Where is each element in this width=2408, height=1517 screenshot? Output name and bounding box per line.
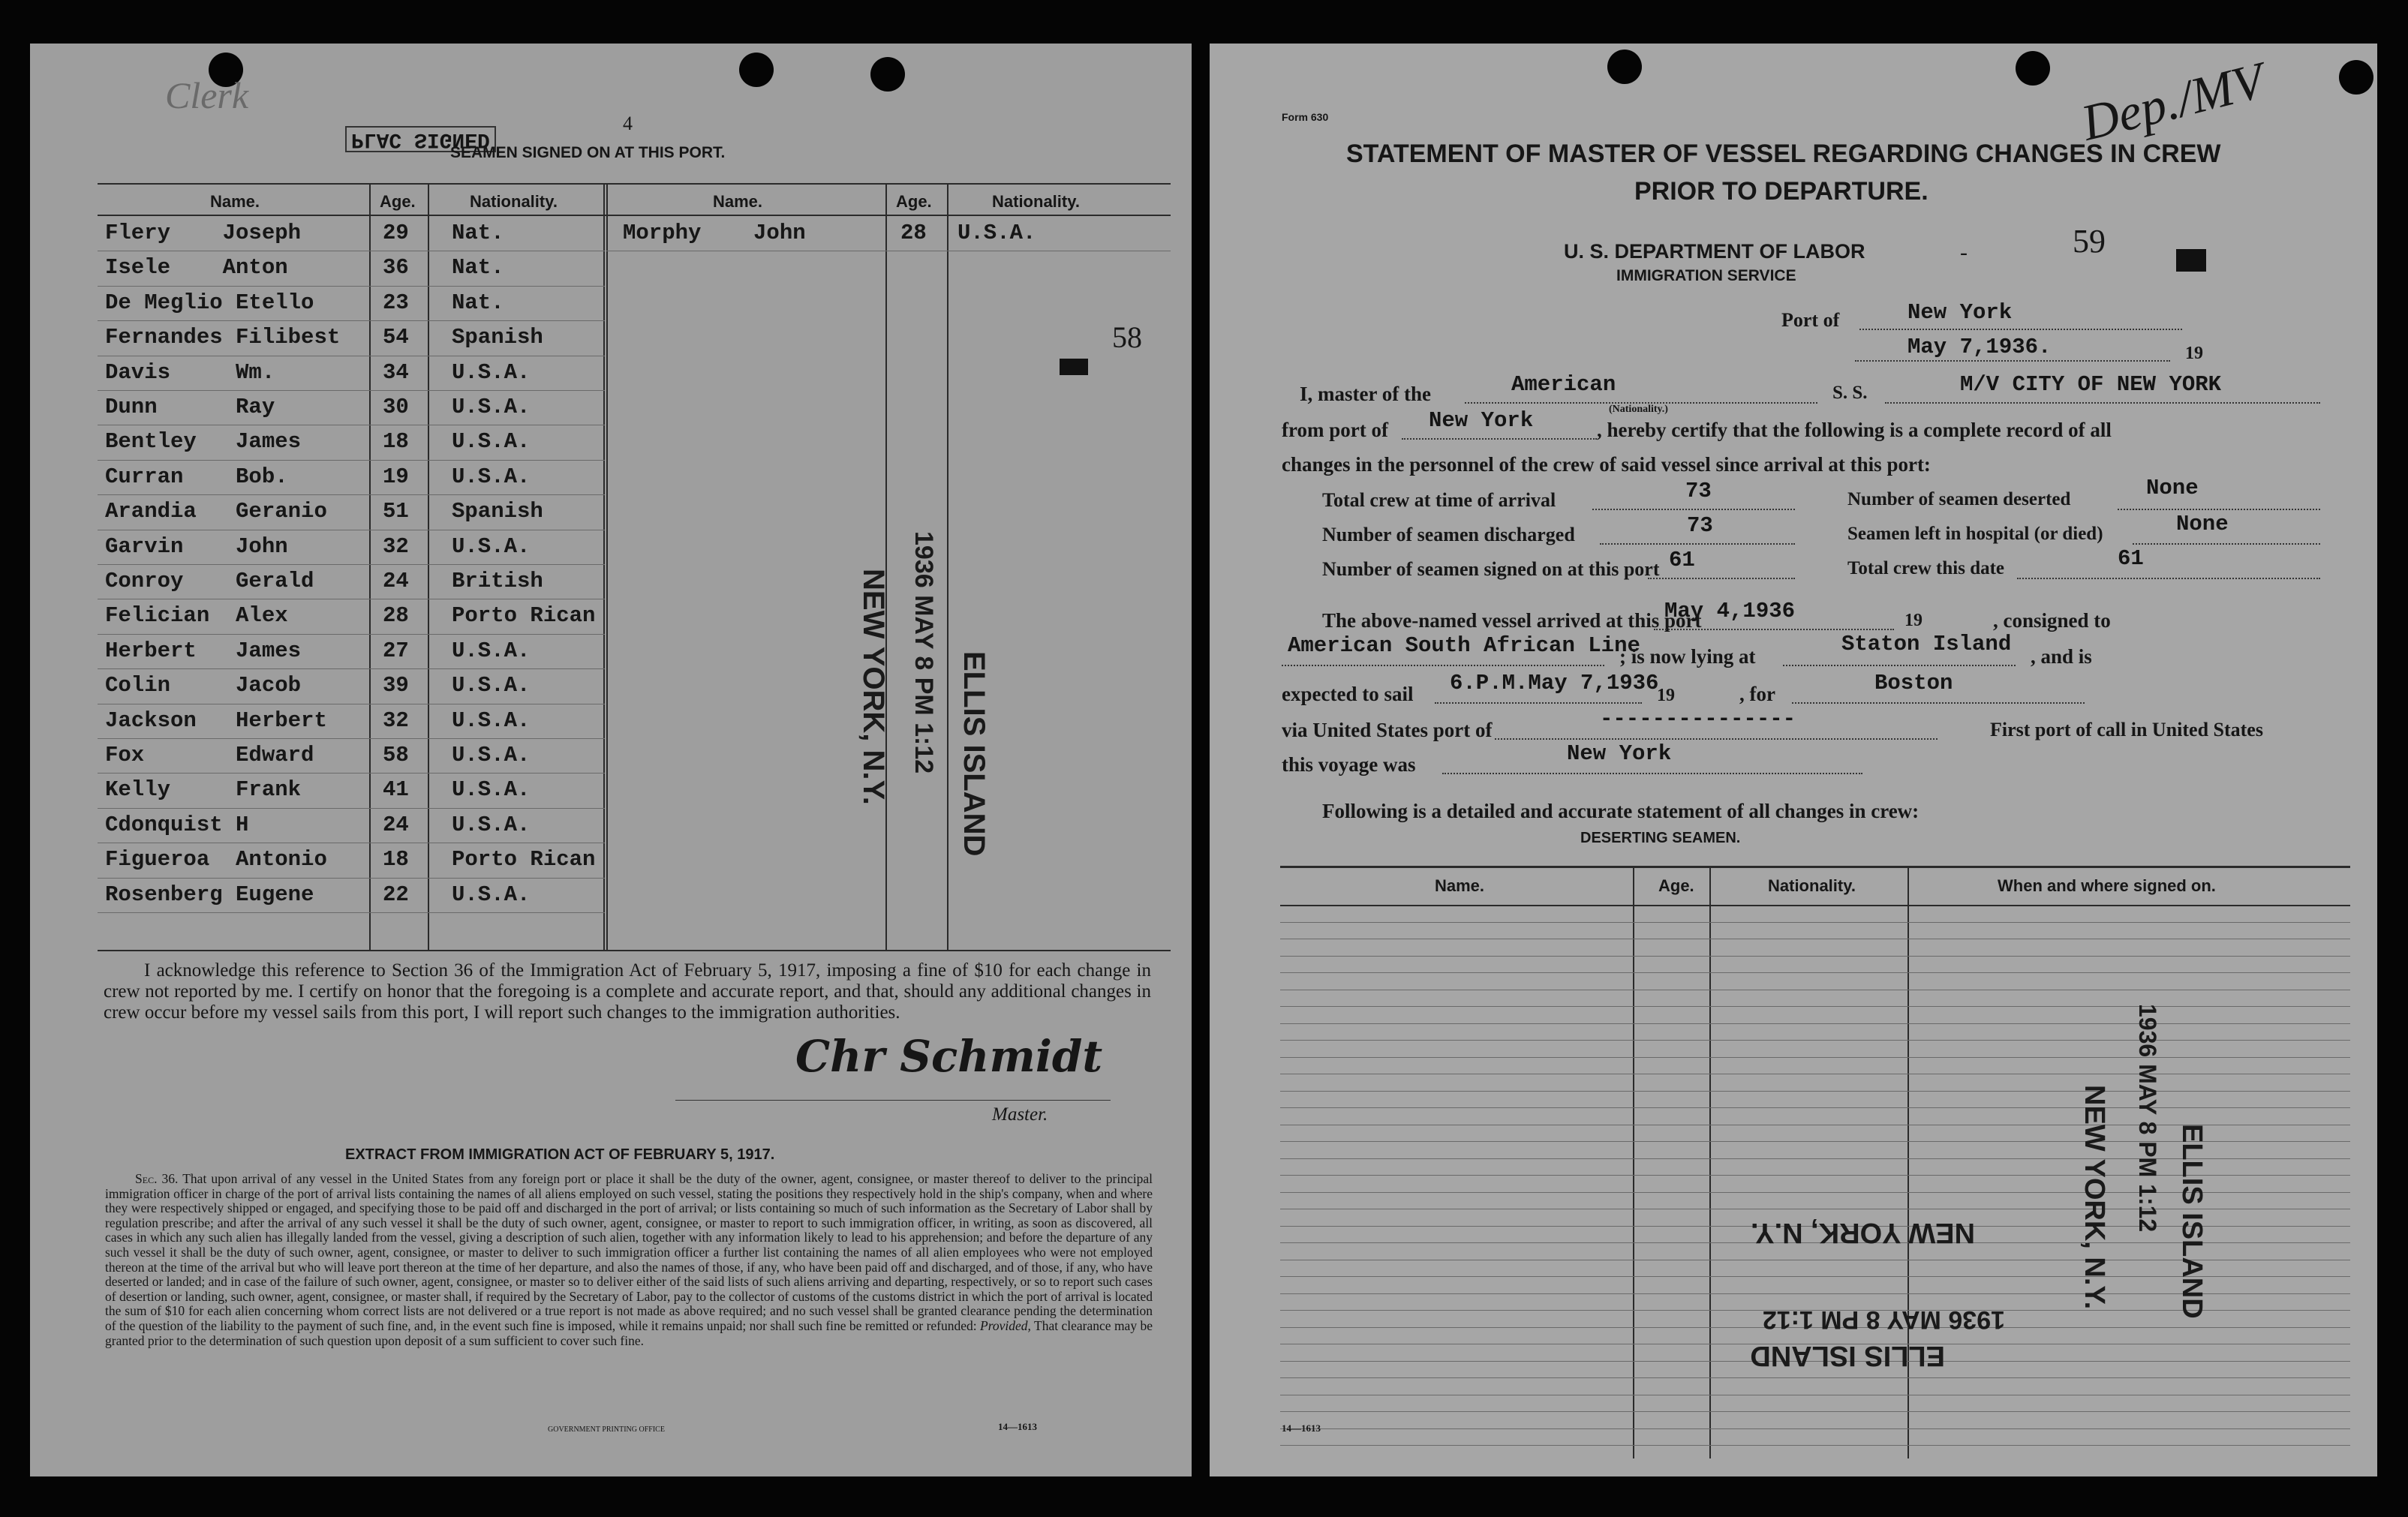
header-stamp: PLAC SIGNED — [345, 126, 496, 152]
master-label: Master. — [992, 1104, 1048, 1125]
crew-left-age: 28 — [383, 603, 409, 629]
table-rule — [1280, 922, 2350, 923]
total-arrival-label: Total crew at time of arrival — [1322, 489, 1556, 511]
ship-name-value: M/V CITY OF NEW YORK — [1960, 372, 2222, 397]
punch-hole — [870, 57, 905, 92]
col-nationality-header-2: Nationality. — [992, 192, 1080, 211]
row-rule — [98, 286, 605, 287]
crew-left-nat: U.S.A. — [452, 673, 531, 698]
total-date-value: 61 — [2118, 546, 2144, 571]
table-rule — [1280, 1057, 2350, 1058]
crew-left-name: Jackson Herbert — [105, 707, 327, 733]
crew-left-age: 32 — [383, 707, 409, 733]
department: U. S. DEPARTMENT OF LABOR — [1564, 240, 1865, 263]
table-rule — [1280, 1040, 2350, 1041]
crew-left-nat: Porto Rican — [452, 603, 596, 629]
crew-left-nat: Porto Rican — [452, 847, 596, 873]
punch-hole — [1607, 50, 1642, 84]
row-rule — [98, 564, 605, 565]
deserted-value: None — [2146, 476, 2199, 500]
certify-text: , hereby certify that the following is a complete record of all — [1597, 419, 2112, 441]
crew-left-age: 23 — [383, 290, 409, 315]
arrived-suffix: 19 — [1904, 611, 1922, 630]
col-nationality-header: Nationality. — [470, 192, 558, 211]
service: IMMIGRATION SERVICE — [1616, 267, 1796, 284]
crew-left-age: 58 — [383, 743, 409, 768]
crew-left-name: Curran Bob. — [105, 464, 288, 489]
master-statement-page: Dep./MV Form 630 STATEMENT OF MASTER OF VESSEL REGARDING CHANGES IN CREW PRIOR TO DEPARTURE. U. S. DEPARTMENT OF LABOR IMMIGRATION SERVICE - 59 Port of New York May 7,1936. 19 I, master of the American (Nationality.) S. S. M/V CITY OF NEW YORK from port of New York , hereby certify that the following is a complete record of all changes in the personnel of the crew of said vessel since arrival at this port: Total crew at time of arrival 73 Number of seamen deserted None Number of seamen discharged 73 Seamen left in hospital (or died) None Number of seamen signed on at this port 61 Total crew this date 61 The above-named vessel arrived at this port May 4,1936 19 , consigned to American South African Line ; is now lying at Staton Island , and is expected to sail 6.P.M.May 7,1936 19 , for Boston via United States port of --------------- First port of call in United States this voyage was New York Following is a detailed and accurate statement of all changes in crew: DESERTING SEAMEN. Name. Age. Nationality. When and where signed on. ELLIS ISLAND 1936 MAY 8 PM 1:12 NEW YORK, N.Y. ELLIS ISLAND 1936 MAY 8 PM 1:12 NEW YORK, N.Y. 14—1613 — [1210, 44, 2377, 1476]
signed-on-value: 61 — [1669, 548, 1695, 572]
acknowledgement-text: I acknowledge this reference to Section 36 of the Immigration Act of February 5, 1917, imposing a fine of $10 for each change in crew not reported by me. I certify on honor that the foregoing is a complete and accurate report, and that, should any additional changes in crew occur before my vessel sails from this port, I will report such changes to the immigration authorities. — [104, 960, 1151, 1023]
date-value: May 7,1936. — [1907, 335, 2052, 359]
form-title-line2: PRIOR TO DEPARTURE. — [1634, 177, 1929, 206]
crew-left-name: Figueroa Antonio — [105, 847, 327, 873]
ink-blot — [2176, 249, 2206, 272]
row-rule — [98, 912, 605, 913]
crew-signed-on-page: Clerk 4 PLAC SIGNED SEAMEN SIGNED ON AT THIS PORT. Name. Age. Nationality. Name. Age. Nationality. Flery Joseph 29 Nat. Isele Anton 36 Nat. De Meglio Etello 23 Nat. Fernandes Filibest 54 Spanish Davis Wm. 34 U.S.A. Dunn Ray 30 U.S.A. Bentley James 18 U.S.A. Curran Bob. 19 U.S.A. Arandia Geranio 51 Spanish Garvin John 32 U.S.A. Conroy Gerald 24 British Felician Alex 28 Porto Rican Herbert James 27 U.S.A. Colin Jacob 39 U.S.A. Jackson Herbert 32 U.S.A. Fox Edward 58 U.S.A. Kelly Frank 41 U.S.A. Cdonquist H 24 U.S.A. Figueroa Antonio 18 Porto Rican Rosenberg Eugene 22 U.S.A. Morphy John 28 U.S.A. 58 ELLIS ISLAND 1936 MAY 8 PM 1:12 NEW YORK, N.Y. I acknowledge this reference to Section 36 of the Immigration Act of February 5, 1917, imposing a fine of $10 for each change in crew not reported by me. I certify on honor that the foregoing is a complete and accurate report, and that, should any additional changes in crew occur before my vessel sails from this port, I will report such changes to the immigration authorities. Chr Schmidt Master. EXTRACT FROM IMMIGRATION ACT OF FEBRUARY 5, 1917. Sec. 36. That upon arrival of any vessel in the United States from any foreign port or place it shall be the duty of the owner, agent, consignee, or master thereof to deliver to the principal immigration officer in charge of the port of arrival lists containing the names of all aliens employed on such vessel, stating the positions they respectively hold in the ship's company, when and where they were respectively shipped or engaged, and specifying those to be paid off and discharged in the port of arrival; or lists containing so much of such information as the Secretary of Labor shall by regulation prescribe; and after the arrival of any such vessel it shall be the duty of such owner, agent, consignee, or master to report to such immigration officer, in writing, as soon as discovered, all cases in which any such alien has illegally landed from the vessel, giving a description of such alien, together with any information likely to lead to his apprehension; and before the departure of any such vessel it shall be the duty of such owner, agent, consignee, or master to deliver to such immigration officer a further list containing the names of all alien employees who were not employed thereon at the time of the arrival but who will leave port thereon at the time of her departure, and also the names of those, if any, who have been paid off and discharged, and of those, if any, who have deserted or landed; and in case of the failure of such owner, agent, consignee, or master so to deliver either of the said lists of such aliens arriving and departing, respectively, or so to report such cases of desertion or landing, such owner, agent, consignee, or master shall, if required by the Secretary of Labor, pay to the collector of customs of the customs district in which the port of arrival is located the sum of $10 for each alien concerning whom correct lists are not delivered or a true report is not made as above required; and no such vessel shall be granted clearance pending the determination of the question of the liability to the payment of such fine, and, in the event such fine is imposed, while it remains unpaid; nor shall such fine be remitted or refunded: Provided, That clearance may be granted prior to the determination of such question upon deposit of a sum sufficient to cover such fine. GOVERNMENT PRINTING OFFICE 14—1613 — [30, 44, 1192, 1476]
ink-blot — [1060, 359, 1088, 375]
crew-left-nat: U.S.A. — [452, 638, 531, 663]
printing-office: GOVERNMENT PRINTING OFFICE — [548, 1425, 665, 1434]
crew-left-name: Rosenberg Eugene — [105, 882, 314, 907]
row-rule — [98, 878, 605, 879]
crew-left-age: 36 — [383, 255, 409, 281]
crew-left-nat: U.S.A. — [452, 777, 531, 803]
table-rule — [1280, 972, 2350, 973]
table-rule — [1280, 956, 2350, 957]
sail-suffix: 19 — [1657, 686, 1675, 705]
crew-left-age: 41 — [383, 777, 409, 803]
following-label: Following is a detailed and accurate statement of all changes in crew: — [1322, 800, 1919, 822]
crew-left-name: Conroy Gerald — [105, 569, 314, 593]
table-rule — [1280, 1428, 2350, 1429]
col-age-header-2: Age. — [896, 192, 932, 211]
crew-left-name: Garvin John — [105, 533, 288, 559]
row-rule — [98, 773, 605, 774]
crew-left-age: 29 — [383, 221, 409, 245]
row-rule — [98, 808, 605, 809]
col-age-header: Age. — [380, 192, 416, 211]
punch-hole — [2339, 60, 2373, 95]
row-rule — [98, 390, 605, 391]
crew-left-age: 24 — [383, 812, 409, 837]
crew-left-age: 54 — [383, 325, 409, 350]
crew-left-name: Fox Edward — [105, 743, 314, 768]
row-rule — [98, 738, 605, 739]
row-rule — [98, 460, 605, 461]
crew-left-name: Isele Anton — [105, 255, 288, 281]
crew-left-name: Bentley James — [105, 429, 302, 455]
table-rule — [1280, 1023, 2350, 1024]
crew-left-name: Fernandes Filibest — [105, 325, 341, 350]
col-name-header: Name. — [210, 192, 260, 211]
hospital-label: Seamen left in hospital (or died) — [1847, 524, 2103, 544]
col-name-header: Name. — [1435, 876, 1485, 895]
crew-left-name: Felician Alex — [105, 603, 288, 629]
corner-handwritten-note: Dep./MV — [2076, 51, 2270, 152]
punch-hole — [739, 53, 774, 87]
crew-left-name: Davis Wm. — [105, 359, 275, 385]
crew-left-name: Kelly Frank — [105, 777, 302, 803]
crew-left-age: 18 — [383, 429, 409, 455]
crew-left-nat: U.S.A. — [452, 533, 531, 559]
crew-left-age: 24 — [383, 569, 409, 593]
extract-text: Sec. 36. That upon arrival of any vessel in the United States from any foreign port or place it shall be the duty of the owner, agent, consignee, or master thereof to deliver to the principal immigration officer in charge of the port of arrival lists containing the names of all aliens employed on such vessel, stating the positions they respectively hold in the ship's company, when and where they were respectively shipped or engaged, and specifying those to be paid off and discharged in the port of arrival; or lists containing so much of such information as the Secretary of Labor shall by regulation prescribe; and after the arrival of any such vessel it shall be the duty of such owner, agent, consignee, or master to report to such immigration officer, in writing, as soon as discovered, all cases in which any such alien has illegally landed from the vessel, giving a description of such alien, together with any information likely to lead to his apprehension; and before the departure of any such vessel it shall be the duty of such owner, agent, consignee, or master to deliver to such immigration officer a further list containing the names of all alien employees who were not employed thereon at the time of the arrival but who will leave port thereon at the time of her departure, and also the names of those, if any, who have been paid off and discharged, and of those, if any, who have deserted or landed; and in case of the failure of such owner, agent, consignee, or master so to deliver either of the said lists of such aliens arriving and departing, respectively, or so to report such cases of desertion or landing, such owner, agent, consignee, or master shall, if required by the Secretary of Labor, pay to the collector of customs of the customs district in which the port of arrival is located the sum of $10 for each alien concerning whom correct lists are not delivered or a true report is not made as above required; and no such vessel shall be granted clearance pending the determination of the question of the liability to the payment of such fine, and, in the event such fine is imposed, while it remains unpaid; nor shall such fine be remitted or refunded: Provided, That clearance may be granted prior to the determination of such question upon deposit of a sum sufficient to cover such fine. — [105, 1171, 1153, 1348]
crew-left-nat: U.S.A. — [452, 707, 531, 733]
crew-right-nat: U.S.A. — [957, 221, 1036, 245]
signed-on-label: Number of seamen signed on at this port — [1322, 558, 1660, 580]
crew-left-nat: U.S.A. — [452, 359, 531, 385]
master-signature: Chr Schmidt — [795, 1031, 1103, 1082]
table-rule — [1280, 1006, 2350, 1007]
nationality-value: American — [1511, 372, 1616, 397]
deserted-label: Number of seamen deserted — [1847, 489, 2071, 509]
col-when-header: When and where signed on. — [1998, 876, 2216, 895]
and-is-label: , and is — [2031, 645, 2092, 668]
crew-left-nat: Nat. — [452, 221, 504, 245]
header-scribble: Clerk — [165, 74, 249, 116]
crew-left-nat: U.S.A. — [452, 395, 531, 419]
form-title-line1: STATEMENT OF MASTER OF VESSEL REGARDING CHANGES IN CREW — [1346, 140, 2221, 168]
crew-left-nat: British — [452, 569, 543, 593]
discharged-value: 73 — [1687, 513, 1713, 538]
arrived-value: May 4,1936 — [1664, 599, 1796, 623]
row-rule — [98, 668, 605, 669]
changes-text: changes in the personnel of the crew of said vessel since arrival at this port: — [1282, 453, 1931, 476]
hospital-value: None — [2176, 512, 2229, 536]
crew-left-name: Herbert James — [105, 638, 302, 663]
for-label: , for — [1739, 683, 1775, 705]
deserting-title: DESERTING SEAMEN. — [1580, 830, 1741, 846]
nationality-caption: (Nationality.) — [1609, 404, 1668, 415]
crew-left-nat: U.S.A. — [452, 882, 531, 907]
sail-label: expected to sail — [1282, 683, 1414, 705]
table-rule — [1280, 1091, 2350, 1092]
department-number: 59 — [2073, 223, 2106, 260]
consignee-value: American South African Line — [1288, 633, 1640, 658]
crew-left-age: 51 — [383, 499, 409, 524]
row-rule — [98, 320, 605, 321]
consigned-label: , consigned to — [1993, 609, 2111, 632]
crew-left-age: 27 — [383, 638, 409, 663]
port-value: New York — [1907, 300, 2013, 325]
crew-left-age: 34 — [383, 359, 409, 385]
table-rule — [1280, 1107, 2350, 1108]
crew-right-name: Morphy John — [623, 221, 806, 245]
crew-left-age: 30 — [383, 395, 409, 419]
crew-left-age: 22 — [383, 882, 409, 907]
arrived-label: The above-named vessel arrived at this port — [1322, 609, 1702, 632]
total-date-label: Total crew this date — [1847, 558, 2005, 578]
crew-left-nat: U.S.A. — [452, 812, 531, 837]
voyage-value: New York — [1567, 741, 1672, 766]
for-value: Boston — [1874, 671, 1953, 695]
first-port-label: First port of call in United States — [1990, 719, 2263, 740]
crew-right-age: 28 — [900, 221, 927, 245]
voyage-label: this voyage was — [1282, 753, 1416, 776]
crew-left-nat: U.S.A. — [452, 464, 531, 489]
table-rule — [1280, 1445, 2350, 1446]
date-suffix: 19 — [2185, 344, 2203, 363]
table-rule — [1280, 1377, 2350, 1378]
crew-left-nat: Nat. — [452, 290, 504, 315]
col-age-header: Age. — [1658, 876, 1694, 895]
crew-left-name: Flery Joseph — [105, 221, 302, 245]
via-value: --------------- — [1600, 707, 1796, 731]
section-title: SEAMEN SIGNED ON AT THIS PORT. — [450, 144, 726, 161]
row-rule — [98, 634, 605, 635]
row-rule — [98, 494, 605, 495]
table-rule — [1280, 1411, 2350, 1412]
punch-hole — [2016, 51, 2050, 86]
crew-left-age: 18 — [383, 847, 409, 873]
crew-left-age: 32 — [383, 533, 409, 559]
crew-left-age: 39 — [383, 673, 409, 698]
crew-left-nat: U.S.A. — [452, 429, 531, 455]
crew-left-name: Cdonquist H — [105, 812, 249, 837]
form-number-footer: 14—1613 — [998, 1421, 1037, 1432]
crew-left-name: Dunn Ray — [105, 395, 275, 419]
master-of-label: I, master of the — [1300, 383, 1431, 405]
crew-left-name: Colin Jacob — [105, 673, 302, 698]
from-port-value: New York — [1429, 408, 1534, 433]
crew-left-nat: Nat. — [452, 255, 504, 281]
via-label: via United States port of — [1282, 719, 1493, 741]
port-label: Port of — [1781, 309, 1840, 331]
lying-label: ; is now lying at — [1619, 645, 1756, 668]
dash: - — [1960, 240, 1968, 265]
form-number: Form 630 — [1282, 111, 1329, 123]
header-page-number: 4 — [623, 113, 633, 134]
crew-left-nat: U.S.A. — [452, 743, 531, 768]
total-arrival-value: 73 — [1685, 479, 1712, 503]
crew-left-nat: Spanish — [452, 325, 543, 350]
col-nationality-header: Nationality. — [1768, 876, 1856, 895]
ss-label: S. S. — [1832, 383, 1868, 403]
crew-left-name: Arandia Geranio — [105, 499, 327, 524]
sail-value: 6.P.M.May 7,1936 — [1450, 671, 1659, 695]
discharged-label: Number of seamen discharged — [1322, 524, 1575, 545]
col-name-header-2: Name. — [713, 192, 763, 211]
lying-value: Staton Island — [1841, 632, 2012, 656]
form-number-footer: 14—1613 — [1282, 1422, 1321, 1434]
from-port-label: from port of — [1282, 419, 1388, 441]
crew-left-name: De Meglio Etello — [105, 290, 314, 315]
crew-left-age: 19 — [383, 464, 409, 489]
crew-left-nat: Spanish — [452, 499, 543, 524]
extract-title: EXTRACT FROM IMMIGRATION ACT OF FEBRUARY 5, 1917. — [345, 1146, 775, 1163]
margin-number: 58 — [1112, 320, 1142, 354]
